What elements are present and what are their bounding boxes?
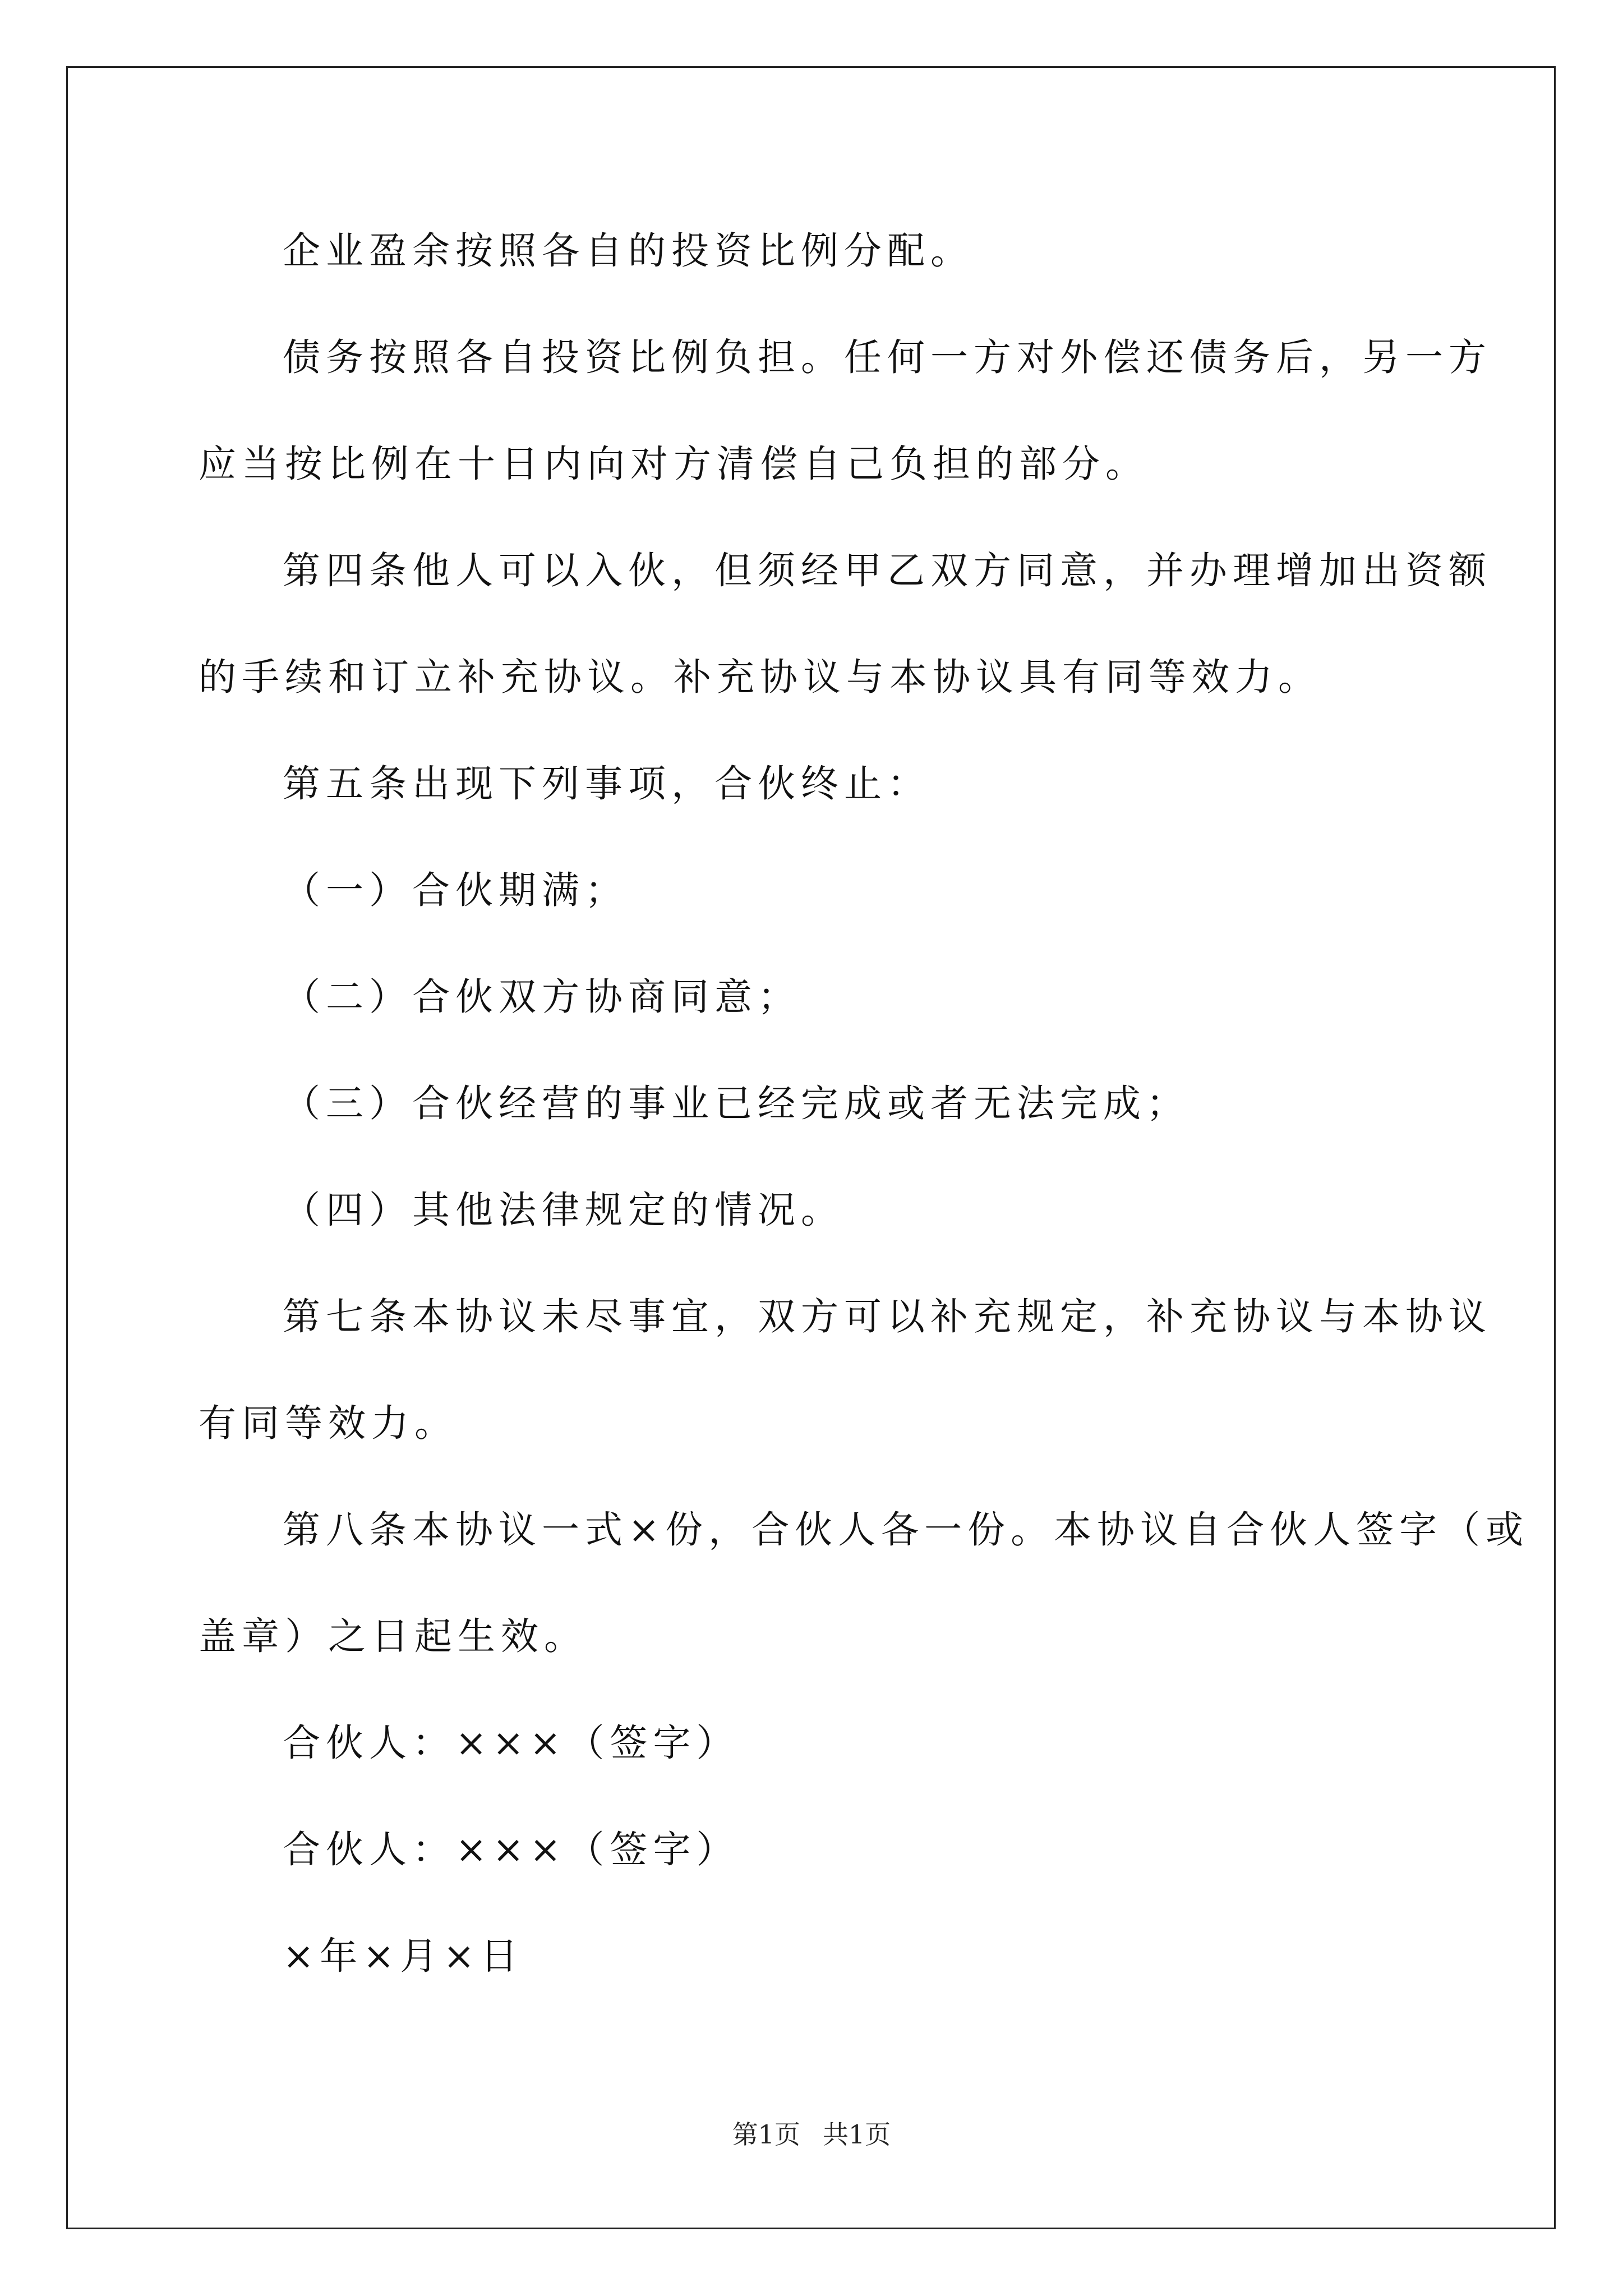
signature-line: 合伙人：×××（签字） <box>283 1721 740 1765</box>
page-footer <box>0 2118 1623 2151</box>
paragraph-line: 第五条出现下列事项，合伙终止： <box>283 762 930 806</box>
paragraph-line: 第八条本协议一式×份，合伙人各一份。本协议自合伙人签字（或 <box>283 1508 1529 1552</box>
paragraph-line: 第四条他人可以入伙，但须经甲乙双方同意，并办理增加出资额 <box>283 549 1492 592</box>
paragraph-line: 债务按照各自投资比例负担。任何一方对外偿还债务后，另一方 <box>283 335 1492 379</box>
date-line: ×年×月×日 <box>283 1934 524 1978</box>
paragraph-line: 第七条本协议未尽事宜，双方可以补充规定，补充协议与本协议 <box>283 1295 1492 1338</box>
paragraph-line: 应当按比例在十日内向对方清偿自己负担的部分。 <box>199 442 1149 486</box>
paragraph-line: （一）合伙期满； <box>283 868 628 912</box>
page-number-current: 第1页 <box>732 2119 800 2150</box>
paragraph-line: 的手续和订立补充协议。补充协议与本协议具有同等效力。 <box>199 655 1321 699</box>
page-number-total: 共1页 <box>823 2119 891 2150</box>
paragraph-line: （二）合伙双方协商同意； <box>283 975 801 1019</box>
paragraph-line: （四）其他法律规定的情况。 <box>283 1188 844 1232</box>
paragraph-line: 盖章）之日起生效。 <box>199 1614 587 1658</box>
page-border <box>66 66 1556 2229</box>
paragraph-line: （三）合伙经营的事业已经完成或者无法完成； <box>283 1082 1189 1125</box>
paragraph-line: 有同等效力。 <box>199 1401 458 1445</box>
signature-line: 合伙人：×××（签字） <box>283 1828 740 1871</box>
paragraph-line: 企业盈余按照各自的投资比例分配。 <box>283 229 974 273</box>
